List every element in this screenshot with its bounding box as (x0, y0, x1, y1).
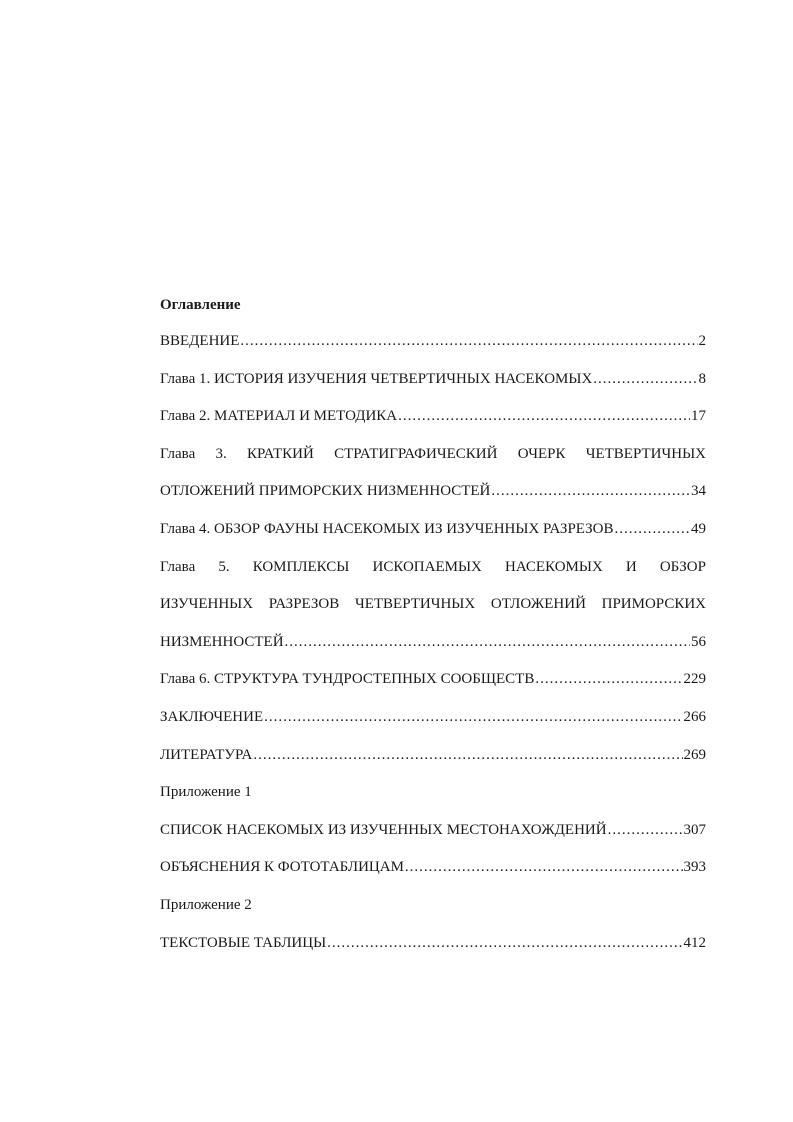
toc-entry-literature (160, 745, 706, 765)
toc-leader-dots (285, 632, 690, 652)
toc-appendix-1-heading: Приложение 1 (160, 784, 252, 801)
toc-entry-chapter-4 (160, 519, 706, 539)
toc-entry-label: ЗАКЛЮЧЕНИЕ (160, 708, 264, 725)
toc-page-number: 412 (683, 934, 706, 951)
toc-leader-dots (593, 369, 697, 389)
toc-leader-dots (535, 669, 682, 689)
toc-entry-chapter-6 (160, 669, 706, 689)
toc-title: Оглавление (160, 297, 241, 313)
toc-leader-dots (405, 857, 683, 877)
toc-leader-dots (327, 933, 682, 953)
toc-entry-label: ВВЕДЕНИЕ (160, 333, 240, 349)
toc-entry-label: ТЕКСТОВЫЕ ТАБЛИЦЫ (160, 934, 327, 951)
toc-entry-photo-plates (160, 857, 706, 877)
toc-entry-label: НИЗМЕННОСТЕЙ (160, 633, 284, 650)
toc-entry-chapter-3-line-1: Глава 3. КРАТКИЙ СТРАТИГРАФИЧЕСКИЙ ОЧЕРК ЧЕТВЕРТИЧНЫХ (160, 445, 706, 462)
toc-entry-label: СПИСОК НАСЕКОМЫХ ИЗ ИЗУЧЕННЫХ МЕСТОНАХОЖДЕНИЙ (160, 821, 607, 838)
toc-entry-chapter-2 (160, 406, 706, 426)
toc-entry-label: Глава 2. МАТЕРИАЛ И МЕТОДИКА (160, 408, 398, 425)
toc-leader-dots (615, 519, 691, 539)
table-of-contents (160, 295, 706, 970)
toc-leader-dots (253, 745, 682, 765)
toc-page-number: 17 (691, 408, 706, 425)
toc-page-number: 393 (683, 859, 706, 876)
toc-leader-dots (398, 406, 690, 426)
toc-entry-label: ОБЪЯСНЕНИЯ К ФОТОТАБЛИЦАМ (160, 859, 404, 876)
toc-entry-label: Глава 4. ОБЗОР ФАУНЫ НАСЕКОМЫХ ИЗ ИЗУЧЕННЫХ РАЗРЕЗОВ (160, 520, 614, 537)
toc-entry-chapter-5-line-1: Глава 5. КОМПЛЕКСЫ ИСКОПАЕМЫХ НАСЕКОМЫХ И ОБЗОР (160, 558, 706, 575)
toc-page-number: 266 (683, 708, 706, 725)
toc-leader-dots (491, 481, 690, 501)
toc-leader-dots (608, 820, 683, 840)
toc-page-number: 269 (683, 746, 706, 763)
toc-entry-chapter-5-line-2: ИЗУЧЕННЫХ РАЗРЕЗОВ ЧЕТВЕРТИЧНЫХ ОТЛОЖЕНИЙ ПРИМОРСКИХ (160, 596, 706, 613)
toc-entry-label: ЛИТЕРАТУРА (160, 746, 253, 763)
toc-page-number: 2 (698, 333, 706, 349)
toc-entry-label: Глава 6. СТРУКТУРА ТУНДРОСТЕПНЫХ СООБЩЕСТВ (160, 671, 535, 688)
toc-entry-introduction (160, 331, 706, 351)
toc-entry-chapter-1 (160, 369, 706, 389)
toc-entry-insect-list (160, 820, 706, 840)
toc-entry-chapter-5 (160, 632, 706, 652)
toc-page-number: 8 (698, 370, 706, 387)
toc-leader-dots (240, 331, 697, 351)
toc-page-number: 56 (691, 633, 706, 650)
toc-page-number: 229 (683, 671, 706, 688)
toc-entry-conclusion (160, 707, 706, 727)
toc-appendix-2-heading: Приложение 2 (160, 896, 252, 913)
toc-page-number: 49 (691, 520, 706, 537)
toc-page-number: 34 (691, 483, 706, 500)
toc-entry-label: Глава 1. ИСТОРИЯ ИЗУЧЕНИЯ ЧЕТВЕРТИЧНЫХ НАСЕКОМЫХ (160, 370, 593, 387)
toc-page-number: 307 (683, 821, 706, 838)
toc-entry-text-tables (160, 933, 706, 953)
toc-entry-chapter-3 (160, 481, 706, 501)
toc-entry-label: ОТЛОЖЕНИЙ ПРИМОРСКИХ НИЗМЕННОСТЕЙ (160, 483, 491, 500)
toc-leader-dots (264, 707, 682, 727)
